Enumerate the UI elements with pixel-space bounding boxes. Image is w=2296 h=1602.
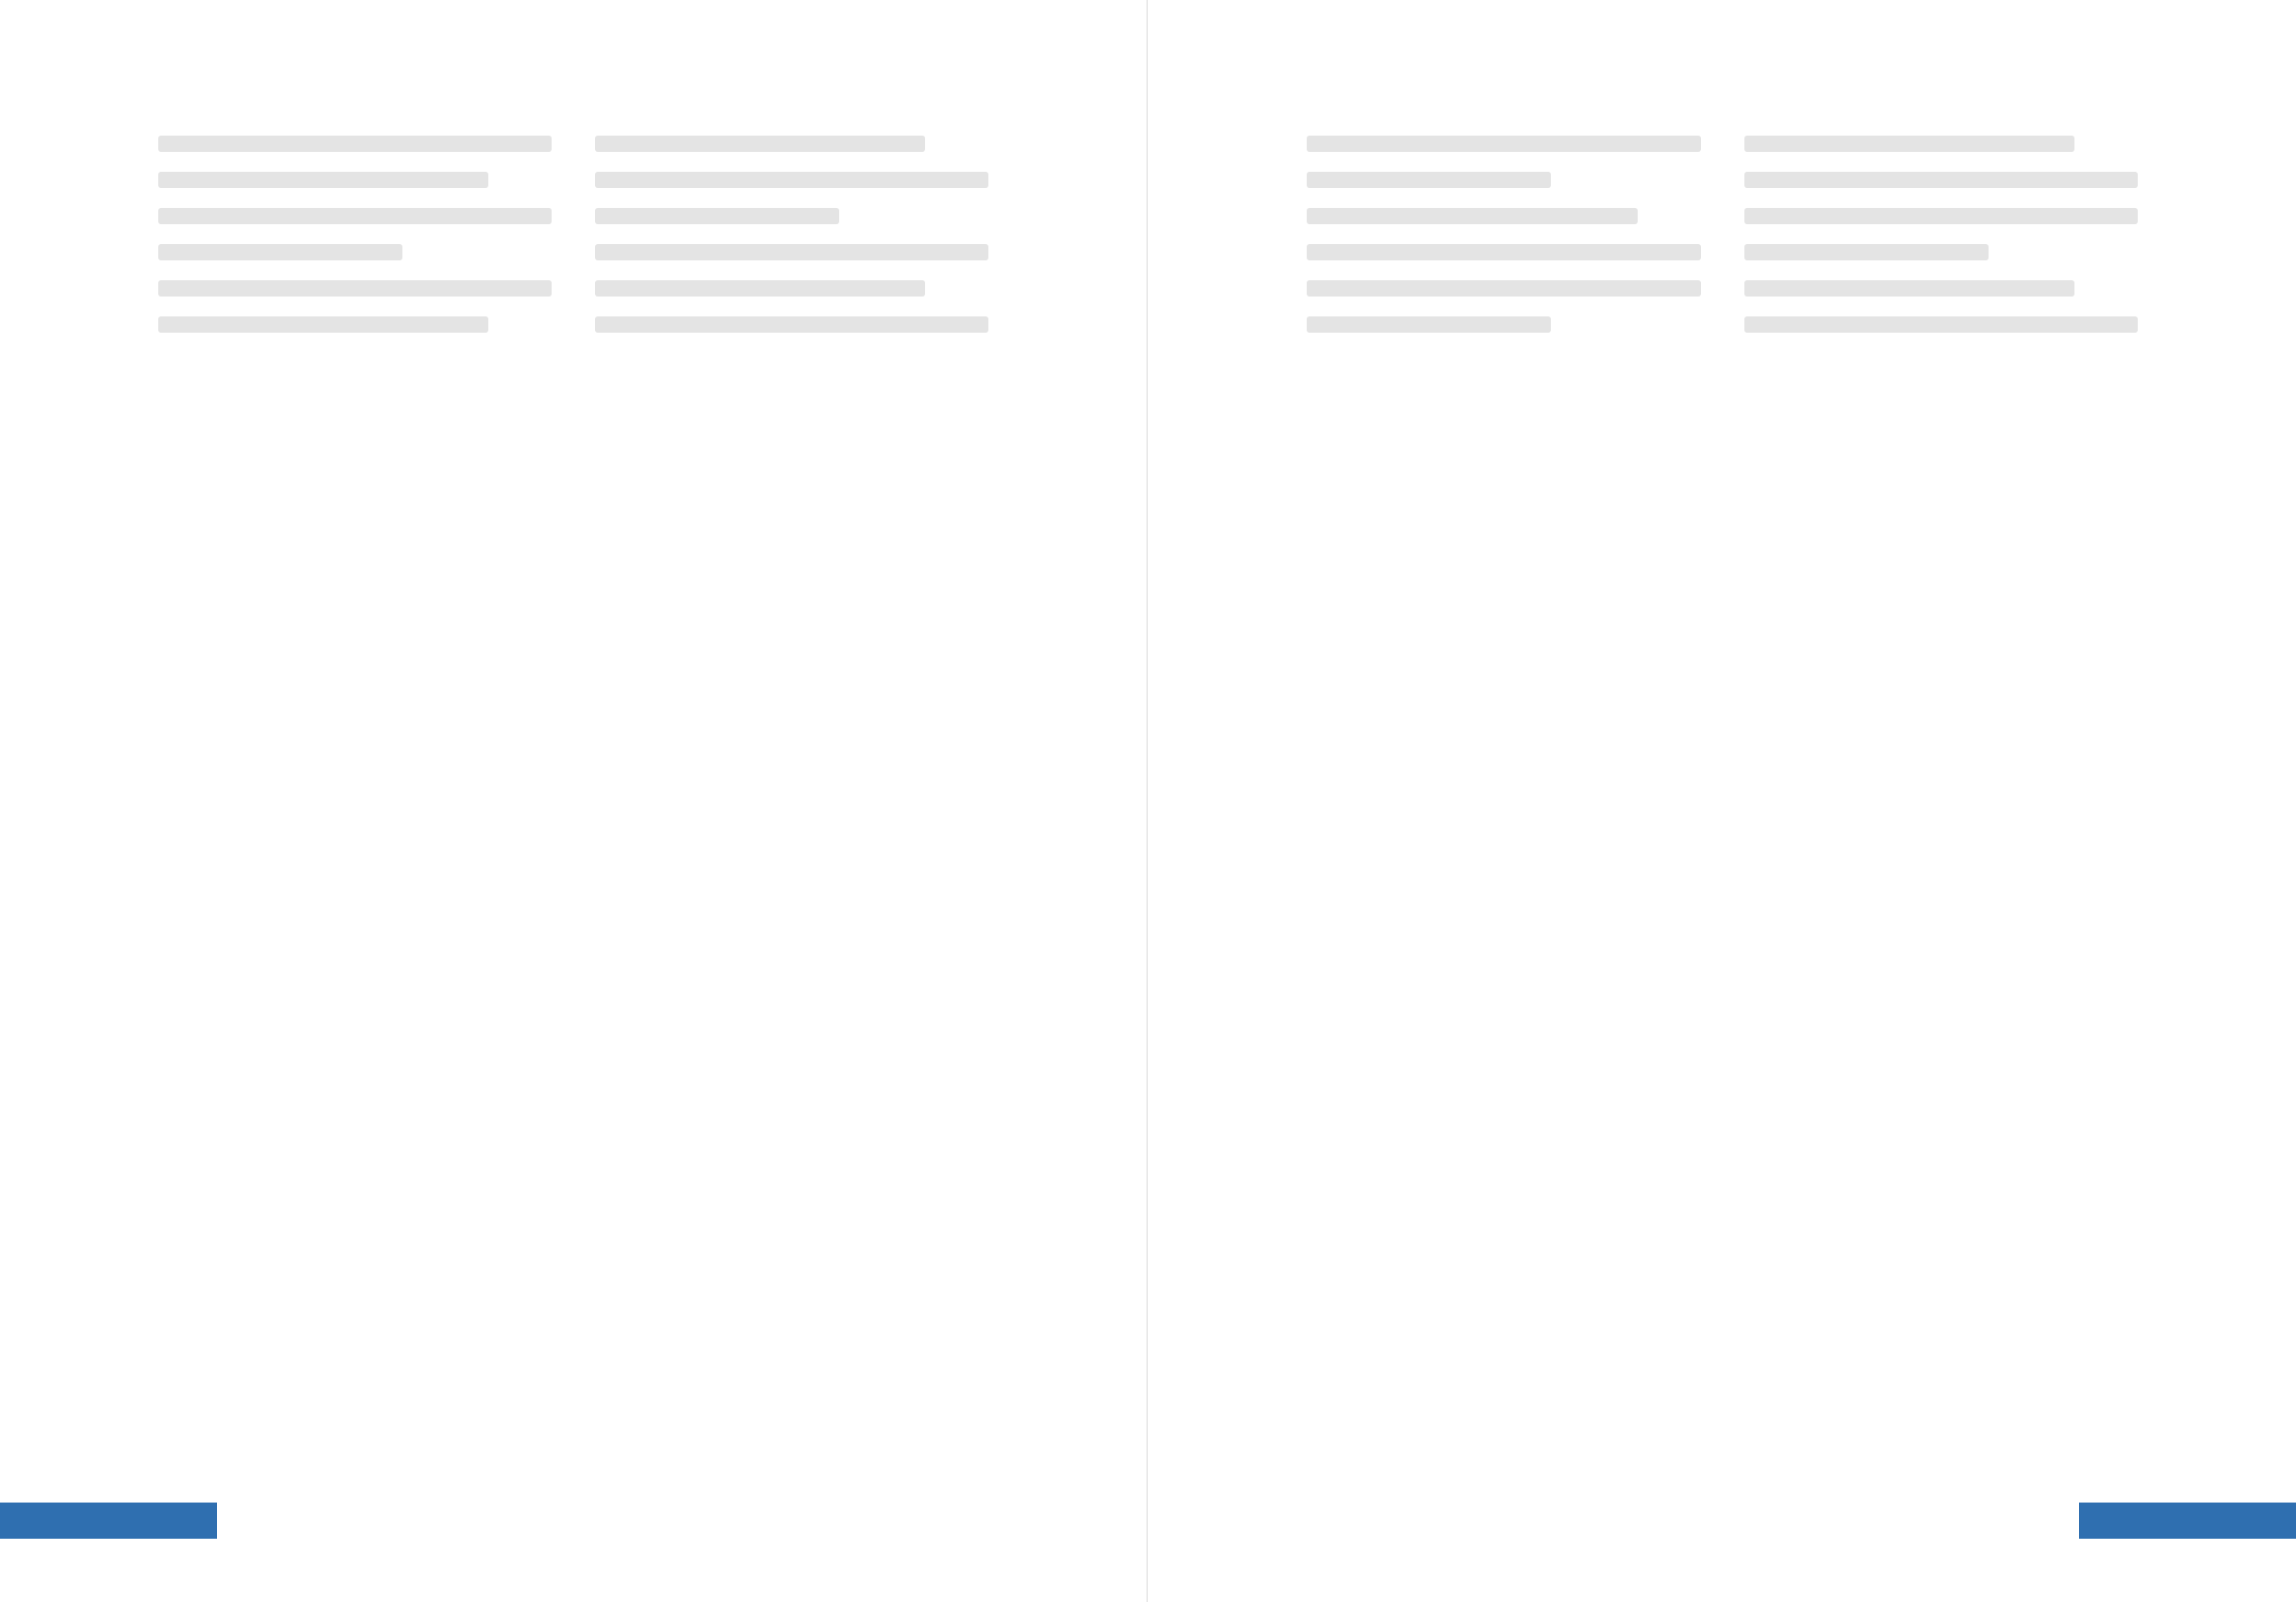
right-column-2	[1744, 136, 2139, 1367]
left-page-body	[158, 136, 988, 1367]
left-column-2	[595, 136, 988, 1367]
left-footer-band	[0, 1503, 217, 1539]
left-column-1	[158, 136, 552, 1367]
right-column-1	[1307, 136, 1701, 1367]
right-page	[1148, 0, 2296, 1602]
right-page-body	[1307, 136, 2138, 1367]
right-page-number	[2263, 1503, 2296, 1539]
left-page-number	[0, 1503, 33, 1539]
